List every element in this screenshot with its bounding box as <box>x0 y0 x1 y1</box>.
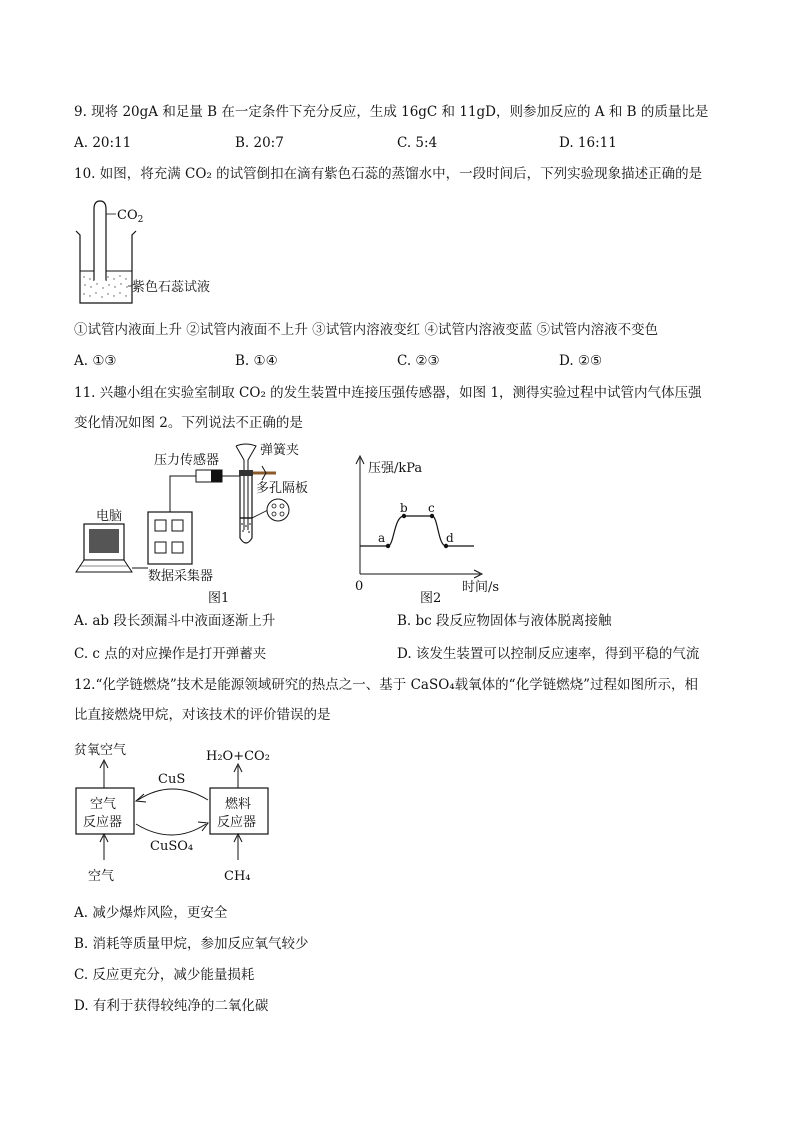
graph-origin: 0 <box>355 579 364 594</box>
point-c-label: c <box>428 501 435 515</box>
q9-option-a: A. 20:11 <box>74 135 132 151</box>
figure1-caption: 图1 <box>208 591 230 606</box>
q10-gas-label-sub: 2 <box>137 215 144 225</box>
point-a <box>386 544 390 548</box>
q12-option-b: B. 消耗等质量甲烷，参加反应氧气较少 <box>74 936 309 952</box>
q10-option-b: B. ①④ <box>235 353 278 369</box>
q9-stem: 9. 现将 20gA 和足量 B 在一定条件下充分反应，生成 16gC 和 11gD，则参加反应的 A 和 B 的质量比是 <box>74 104 709 120</box>
q10-option-a: A. ①③ <box>74 353 117 369</box>
air-reactor-label-2: 反应器 <box>83 815 123 830</box>
q9-option-c: C. 5:4 <box>397 135 438 151</box>
computer-label: 电脑 <box>96 509 123 524</box>
h2o-co2-label: H₂O+CO₂ <box>206 749 270 764</box>
fuel-reactor-label-1: 燃料 <box>225 797 252 812</box>
q10-option-c: C. ②③ <box>397 353 440 369</box>
pressure-sensor-label: 压力传感器 <box>154 453 220 468</box>
q11-figure2-pressure-graph <box>350 450 510 610</box>
air-input-label: 空气 <box>88 869 115 884</box>
point-b-label: b <box>400 501 408 515</box>
point-d-label: d <box>446 531 454 545</box>
graph-y-label: 压强/kPa <box>368 461 423 476</box>
q10-statements: ①试管内液面上升 ②试管内液面不上升 ③试管内溶液变红 ④试管内溶液变蓝 ⑤试管内溶液不变色 <box>74 322 659 338</box>
q11-option-d: D. 该发生装置可以控制反应速率，得到平稳的气流 <box>397 646 700 662</box>
cuso4-label: CuSO₄ <box>150 839 194 854</box>
q11-stem-line2: 变化情况如图 2。下列说法不正确的是 <box>74 415 303 431</box>
data-collector-label: 数据采集器 <box>148 569 214 584</box>
q11-figure1-apparatus <box>70 440 330 610</box>
q10-figure-test-tube-in-beaker <box>70 195 260 310</box>
q11-option-b: B. bc 段反应物固体与液体脱离接触 <box>397 613 612 629</box>
q12-option-a: A. 减少爆炸风险，更安全 <box>74 905 228 921</box>
q12-stem-line2: 比直接燃烧甲烷，对该技术的评价错误的是 <box>74 707 331 723</box>
ch4-input-label: CH₄ <box>224 869 251 884</box>
q10-option-d: D. ②⑤ <box>559 353 603 369</box>
q12-option-c: C. 反应更充分，减少能量损耗 <box>74 967 255 983</box>
q9-option-b: B. 20:7 <box>235 135 284 151</box>
porous-plate-label: 多孔隔板 <box>256 481 309 496</box>
q10-liquid-label: 紫色石蕊试液 <box>132 280 211 295</box>
svg-text:CO2 <box>117 208 143 225</box>
air-reactor-label-1: 空气 <box>90 797 117 812</box>
q11-option-a: A. ab 段长颈漏斗中液面逐渐上升 <box>74 613 276 629</box>
q10-gas-label: CO <box>117 208 138 223</box>
spring-clip-label: 弹簧夹 <box>260 443 300 458</box>
fuel-reactor-label-2: 反应器 <box>217 815 257 830</box>
q10-stem: 10. 如图，将充满 CO₂ 的试管倒扣在滴有紫色石蕊的蒸馏水中，一段时间后，下列实验现象描述正确的是 <box>74 166 703 182</box>
q12-option-d: D. 有利于获得较纯净的二氧化碳 <box>74 998 269 1014</box>
figure2-caption: 图2 <box>420 591 442 606</box>
q12-chemical-looping-diagram <box>70 738 310 888</box>
lean-air-label: 贫氧空气 <box>74 743 127 758</box>
q9-option-d: D. 16:11 <box>559 135 617 151</box>
cus-label: CuS <box>158 772 186 787</box>
graph-x-label: 时间/s <box>462 580 500 595</box>
q11-option-c: C. c 点的对应操作是打开弹蓄夹 <box>74 646 267 662</box>
point-a-label: a <box>378 531 386 545</box>
q11-stem-line1: 11. 兴趣小组在实验室制取 CO₂ 的发生装置中连接压强传感器，如图 1，测得实验过程中试管内气体压强 <box>74 385 702 401</box>
q12-stem-line1: 12.“化学链燃烧”技术是能源领域研究的热点之一、基于 CaSO₄载氧体的“化学链燃烧”过程如图所示，相 <box>74 677 698 693</box>
